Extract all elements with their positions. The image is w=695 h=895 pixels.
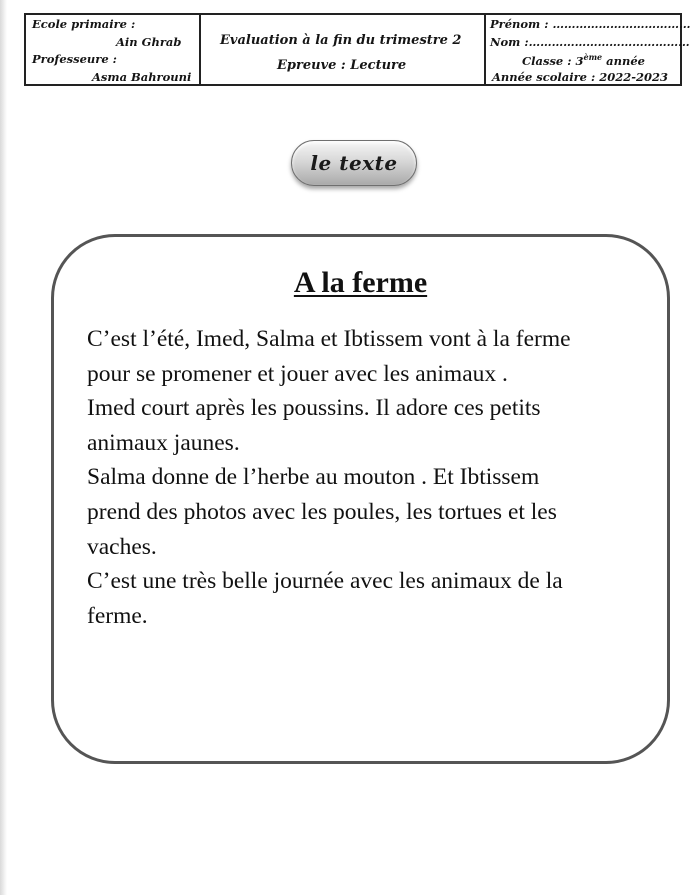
name-dots: ……………………………………: [528, 35, 690, 49]
school-info-cell: [26, 15, 201, 84]
name-field: [490, 35, 690, 49]
story-line: C’est une très belle journée avec les animaux de la: [87, 568, 563, 595]
firstname-label: Prénom :: [490, 17, 549, 31]
teacher-label: Professeure :: [32, 52, 117, 66]
story-line: pour se promener et jouer avec les animaux .: [87, 360, 508, 387]
exam-subject: Epreuve : Lecture: [277, 58, 407, 73]
story-line: ferme.: [87, 602, 148, 629]
firstname-dots: ………………………………: [552, 17, 691, 31]
school-year: Année scolaire : 2022-2023: [492, 70, 669, 84]
student-info-cell: [486, 15, 691, 84]
exam-title-cell: [201, 15, 486, 84]
section-badge: [291, 140, 417, 186]
teacher-name: Asma Bahrouni: [92, 70, 192, 84]
school-name: Ain Ghrab: [116, 35, 182, 49]
story-line: prend des photos avec les poules, les tortues et les: [87, 498, 557, 525]
story-line: Salma donne de l’herbe au mouton . Et Ibtissem: [87, 464, 540, 491]
page-edge-shadow: [0, 0, 7, 895]
exam-title: Evaluation à la fin du trimestre 2: [220, 33, 462, 48]
story-line: C’est l’été, Imed, Salma et Ibtissem vont à la ferme: [87, 326, 571, 352]
story-title: A la ferme: [293, 266, 428, 299]
story-line: vaches.: [87, 533, 157, 560]
class-suffix: année: [602, 53, 645, 68]
story-line: Imed court après les poussins. Il adore ces petits: [87, 395, 541, 422]
story-line: animaux jaunes.: [87, 429, 240, 456]
name-label: Nom :: [490, 35, 529, 49]
school-label: Ecole primaire :: [32, 17, 136, 31]
exam-header: [24, 13, 691, 86]
section-label: le texte: [310, 151, 398, 175]
class-field: [522, 52, 645, 68]
story-text: [87, 322, 657, 633]
class-sup: ème: [583, 52, 603, 62]
class-prefix: Classe : 3: [522, 53, 584, 68]
firstname-field: [490, 17, 691, 31]
